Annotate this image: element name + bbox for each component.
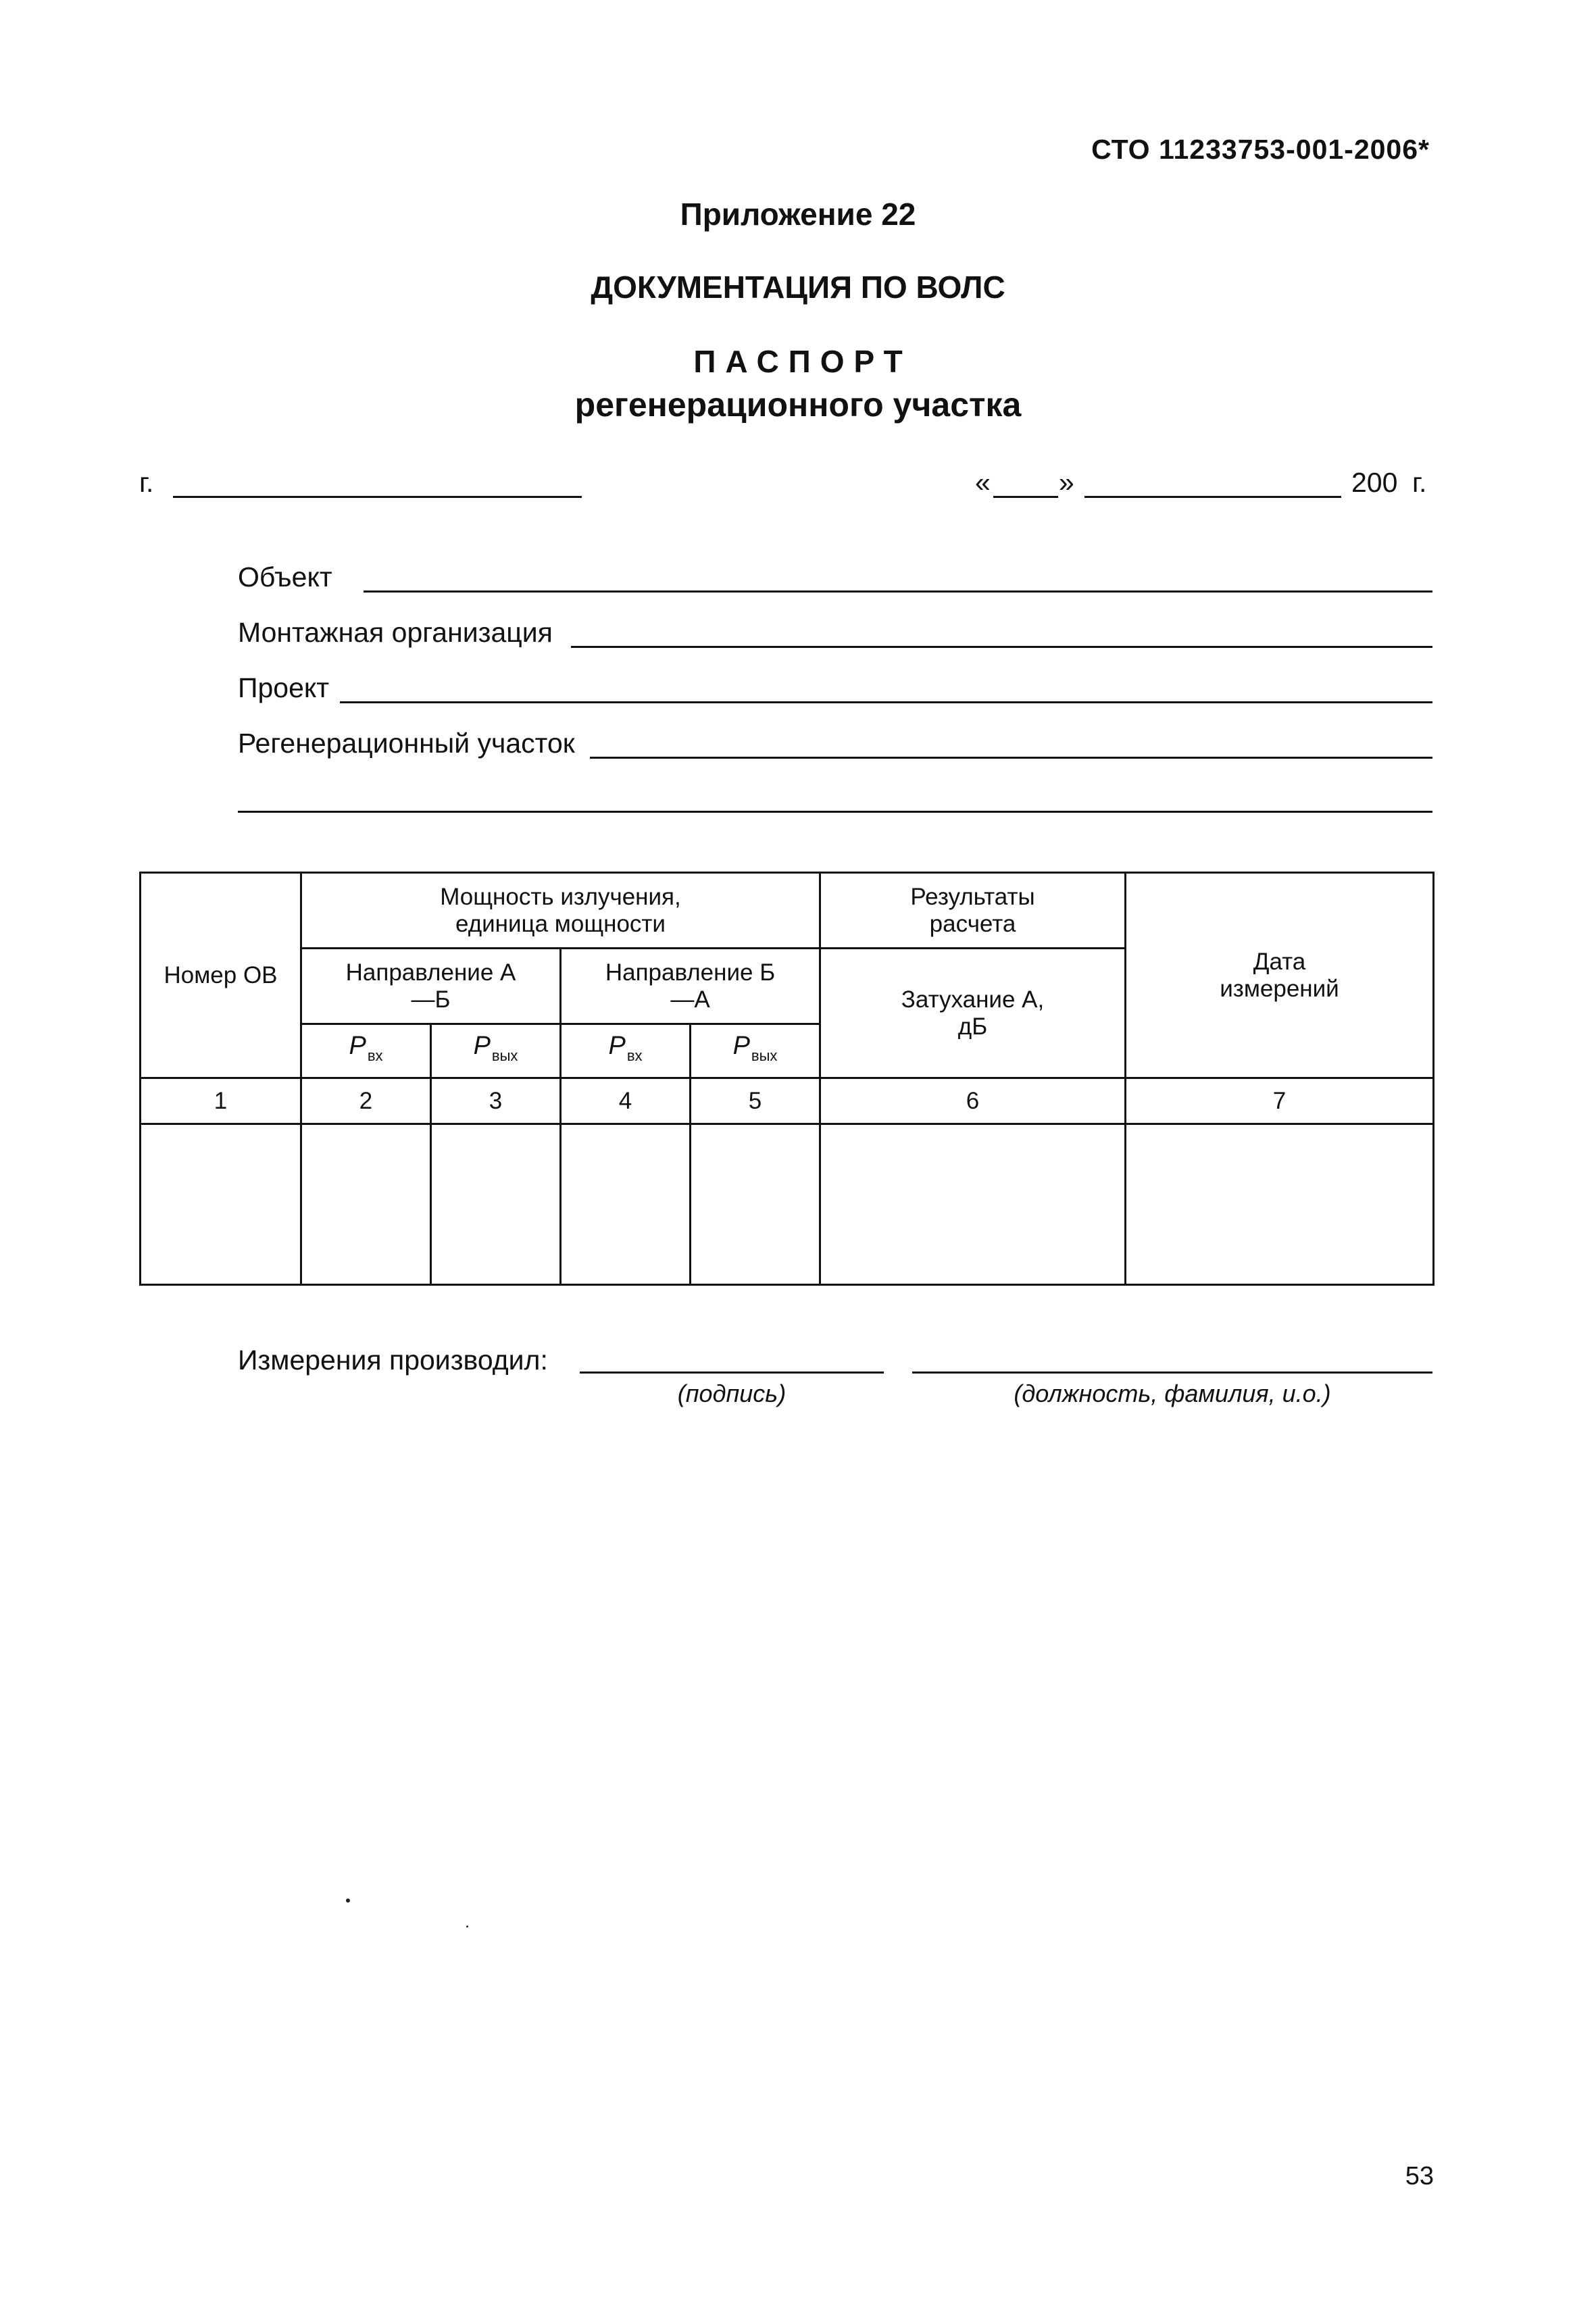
table-row-empty bbox=[141, 1124, 1434, 1285]
header-direction-ab: Направление А—Б bbox=[301, 949, 561, 1024]
day-blank-line bbox=[993, 496, 1058, 498]
column-number-1: 1 bbox=[141, 1078, 301, 1124]
header-p-out-ba: $P_{вых}$ bbox=[691, 1024, 820, 1078]
header-power-group: Мощность излучения, единица мощности bbox=[301, 873, 820, 949]
signature-caption: (подпись) bbox=[677, 1380, 787, 1407]
document-code: СТО 11233753-001-2006* bbox=[1091, 134, 1430, 165]
header-p-in-ba: $P_{вх}$ bbox=[561, 1024, 691, 1078]
empty-cell bbox=[301, 1124, 431, 1285]
city-prefix: г. bbox=[139, 467, 154, 498]
installer-label: Монтажная организация bbox=[238, 617, 553, 648]
project-line bbox=[340, 701, 1432, 703]
empty-cell bbox=[561, 1124, 691, 1285]
empty-cell bbox=[820, 1124, 1126, 1285]
object-line bbox=[364, 590, 1432, 593]
date-quote-close: » bbox=[1059, 467, 1074, 498]
page-number: 53 bbox=[1405, 2162, 1434, 2190]
year-suffix: г. bbox=[1412, 467, 1427, 498]
empty-cell bbox=[1126, 1124, 1434, 1285]
header-measure-date: Дата измерений bbox=[1126, 873, 1434, 1078]
month-blank-line bbox=[1084, 496, 1341, 498]
header-attenuation: Затухание А, дБ bbox=[820, 949, 1126, 1078]
passport-subtitle: регенерационного участка bbox=[574, 386, 1022, 424]
column-number-6: 6 bbox=[820, 1078, 1126, 1124]
date-quote-open: « bbox=[975, 467, 991, 498]
header-direction-ba: Направление Б—А bbox=[561, 949, 820, 1024]
measurement-table bbox=[139, 872, 1435, 1286]
column-number-2: 2 bbox=[301, 1078, 431, 1124]
city-blank-line bbox=[173, 496, 582, 498]
name-line bbox=[912, 1372, 1432, 1374]
passport-title: ПАСПОРТ bbox=[693, 344, 912, 379]
name-caption: (должность, фамилия, и.о.) bbox=[1014, 1380, 1331, 1407]
header-fiber-number: Номер ОВ bbox=[141, 873, 301, 1078]
installer-line bbox=[571, 646, 1432, 648]
header-p-out-ab: $P_{вых}$ bbox=[431, 1024, 561, 1078]
empty-cell bbox=[691, 1124, 820, 1285]
section-line-continued bbox=[238, 811, 1432, 813]
section-line bbox=[590, 757, 1432, 759]
column-number-4: 4 bbox=[561, 1078, 691, 1124]
section-label: Регенерационный участок bbox=[238, 728, 575, 759]
header-p-in-ab: $P_{вх}$ bbox=[301, 1024, 431, 1078]
signature-label: Измерения производил: bbox=[238, 1344, 548, 1376]
column-number-5: 5 bbox=[691, 1078, 820, 1124]
speck-mark bbox=[466, 1926, 468, 1928]
signature-line bbox=[580, 1372, 884, 1374]
appendix-title: Приложение 22 bbox=[680, 197, 916, 232]
empty-cell bbox=[141, 1124, 301, 1285]
section-title: ДОКУМЕНТАЦИЯ ПО ВОЛС bbox=[591, 270, 1005, 305]
object-label: Объект bbox=[238, 561, 332, 593]
speck-mark bbox=[346, 1898, 350, 1903]
column-number-7: 7 bbox=[1126, 1078, 1434, 1124]
project-label: Проект bbox=[238, 672, 330, 703]
header-results-group: Результаты расчета bbox=[820, 873, 1126, 949]
year-text: 200 bbox=[1351, 467, 1398, 498]
empty-cell bbox=[431, 1124, 561, 1285]
column-number-3: 3 bbox=[431, 1078, 561, 1124]
